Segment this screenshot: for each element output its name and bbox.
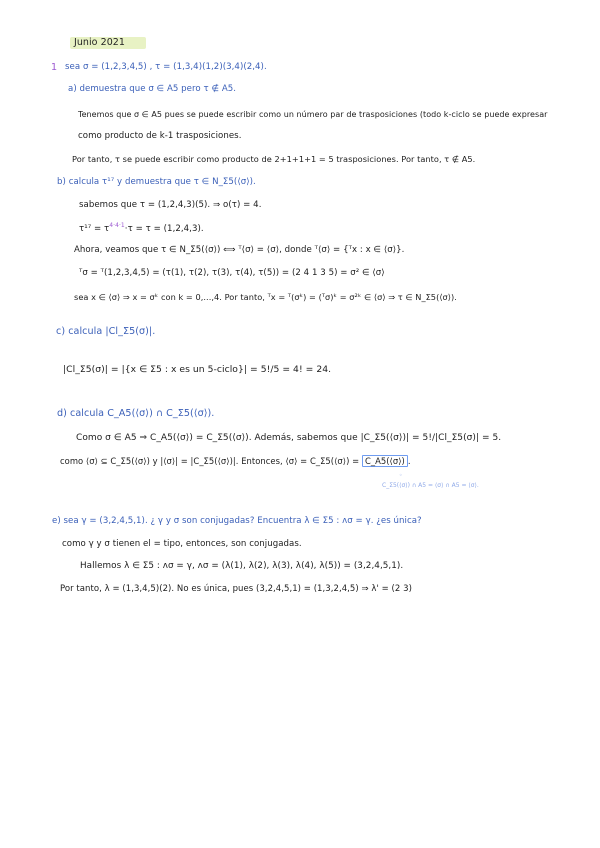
part-d-note: C_Σ5(⟨σ⟩) ∩ A5 = ⟨σ⟩ ∩ A5 = ⟨σ⟩. [382,482,479,489]
part-b-line-1: sabemos que τ = (1,2,4,3)(5). ⇒ o(τ) = 4. [79,200,262,210]
part-e-line-3: Por tanto, λ = (1,3,4,5)(2). No es única, pues (3,2,4,5,1) = (1,3,2,4,5) ⇒ λ' = (2 3) [60,584,412,594]
part-b-exponent-note: 4·4·1 [109,222,125,229]
part-a-line-3: Por tanto, τ se puede escribir como producto de 2+1+1+1 = 5 trasposiciones. Por tanto, τ ∉ A5. [72,154,476,164]
part-b-line-4: ᵀσ = ᵀ(1,2,3,4,5) = (τ(1), τ(2), τ(3), τ(4), τ(5)) = (2 4 1 3 5) = σ² ∈ ⟨σ⟩ [79,268,385,278]
note-marker-icon: ◦ [399,472,403,479]
question-number: 1 [51,62,58,73]
part-b-line-5: sea x ∈ ⟨σ⟩ ⇒ x = σᵏ con k = 0,...,4. Por tanto, ᵀx = ᵀ(σᵏ) = (ᵀσ)ᵏ = σ²ᵏ ∈ ⟨σ⟩ ⇒ τ ∈ N_Σ5(⟨σ⟩). [74,292,457,302]
part-d-line-1: Como σ ∈ A5 ⇒ C_A5(⟨σ⟩) = C_Σ5(⟨σ⟩). Además, sabemos que |C_Σ5(⟨σ⟩)| = 5!/|Cl_Σ5(σ)| = 5. [76,433,502,443]
part-a-line-1: Tenemos que σ ∈ A5 pues se puede escribir como un número par de trasposiciones (todo k-ciclo se puede expresar [78,110,548,119]
part-c-heading: c) calcula |Cl_Σ5(σ)|. [56,326,156,337]
part-b-line-2-start: τ¹⁷ = τ [79,223,110,234]
part-d-line-2 [60,456,411,466]
part-a-heading: a) demuestra que σ ∈ A5 pero τ ∉ A5. [68,84,237,94]
part-c-line-1: |Cl_Σ5(σ)| = |{x ∈ Σ5 : x es un 5-ciclo}| = 5!/5 = 4! = 24. [63,364,332,375]
part-e-line-2: Hallemos λ ∈ Σ5 : ᴧσ = γ, ᴧσ = (λ(1), λ(2), λ(3), λ(4), λ(5)) = (3,2,4,5,1). [80,561,404,571]
part-a-line-2: como producto de k-1 trasposiciones. [78,131,242,141]
part-d-heading: d) calcula C_A5(⟨σ⟩) ∩ C_Σ5(⟨σ⟩). [57,408,215,419]
part-b-line-2-end: ·τ = τ = (1,2,4,3). [124,223,204,234]
part-d-line-2-end: . [407,456,411,466]
part-e-line-1: como γ y σ tienen el = tipo, entonces, son conjugadas. [62,539,302,549]
part-d-line-2-text: como ⟨σ⟩ ⊆ C_Σ5(⟨σ⟩) y |⟨σ⟩| = |C_Σ5(⟨σ⟩)|. Entonces, ⟨σ⟩ = C_Σ5(⟨σ⟩) = [60,456,360,466]
part-e-heading: e) sea γ = (3,2,4,5,1). ¿ γ y σ son conjugadas? Encuentra λ ∈ Σ5 : ᴧσ = γ. ¿es única? [52,516,422,526]
part-b-line-2 [79,222,204,234]
question-definition: sea σ = (1,2,3,4,5) , τ = (1,3,4)(1,2)(3,4)(2,4). [65,62,267,72]
boxed-answer: C_A5(⟨σ⟩) [362,455,408,467]
part-b-heading: b) calcula τ¹⁷ y demuestra que τ ∈ N_Σ5(⟨σ⟩). [57,177,256,187]
part-b-line-3: Ahora, veamos que τ ∈ N_Σ5(⟨σ⟩) ⟺ ᵀ⟨σ⟩ = ⟨σ⟩, donde ᵀ⟨σ⟩ = {ᵀx : x ∈ ⟨σ⟩}. [74,245,405,255]
page-title: Junio 2021 [74,37,125,48]
